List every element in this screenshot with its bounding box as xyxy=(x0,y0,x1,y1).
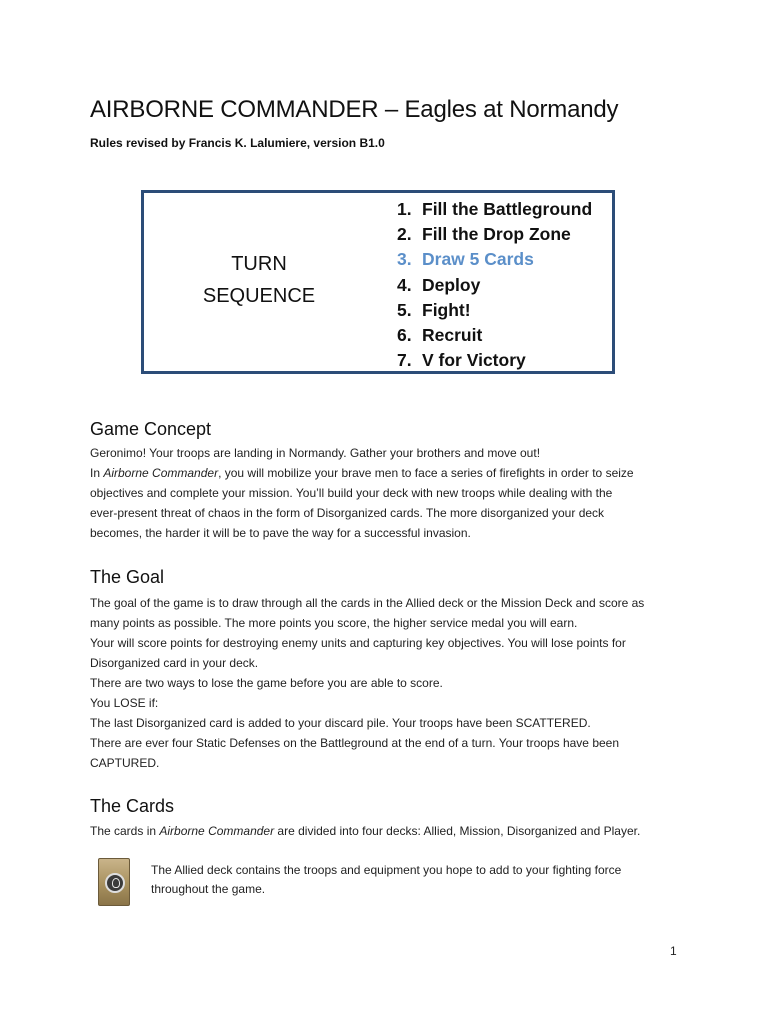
section-heading-game-concept: Game Concept xyxy=(90,419,212,439)
document-byline: Rules revised by Francis K. Lalumiere, version B1.0 xyxy=(90,136,385,150)
text-line: The last Disorganized card is added to your discard pile. Your troops have been SCATTERED. xyxy=(90,716,591,730)
text-line: Your will score points for destroying enemy units and capturing key objectives. You will lose points for xyxy=(90,636,626,650)
text-line: The goal of the game is to draw through all the cards in the Allied deck or the Mission Deck and score as xyxy=(90,596,645,610)
text-line: CAPTURED. xyxy=(90,756,160,770)
turn-sequence-box xyxy=(141,190,615,374)
text-line: throughout the game. xyxy=(151,882,266,896)
turn-label-line1: TURN xyxy=(231,253,287,275)
turn-sequence-label xyxy=(184,248,334,312)
game-name-emphasis: Airborne Commander xyxy=(159,824,275,838)
paratrooper-emblem-icon xyxy=(105,873,125,893)
turn-step: 5. Fight! xyxy=(397,299,471,320)
document-title: AIRBORNE COMMANDER – Eagles at Normandy xyxy=(90,96,619,123)
text-line: becomes, the harder it will be to pave the way for a successful invasion. xyxy=(90,526,471,540)
allied-deck-description xyxy=(151,861,621,899)
text-line: Geronimo! Your troops are landing in Normandy. Gather your brothers and move out! xyxy=(90,446,541,460)
game-concept-paragraph xyxy=(90,443,690,543)
turn-sequence-list xyxy=(397,197,592,373)
turn-step: 1. Fill the Battleground xyxy=(397,199,593,219)
text-line: objectives and complete your mission. You’ll build your deck with new troops while dealing with the xyxy=(90,486,613,500)
turn-step: 7. V for Victory xyxy=(397,350,526,371)
text-line: many points as possible. The more points you score, the higher service medal you will earn. xyxy=(90,616,578,630)
text-line: In Airborne Commander, you will mobilize your brave men to face a series of firefights in order to seize xyxy=(90,466,634,480)
text-line: You LOSE if: xyxy=(90,696,159,710)
page-number: 1 xyxy=(670,944,677,958)
turn-step: 6. Recruit xyxy=(397,325,483,346)
allied-card-icon xyxy=(98,858,130,906)
game-name-emphasis: Airborne Commander xyxy=(103,466,219,480)
the-goal-paragraph xyxy=(90,593,690,773)
turn-step: 2. Fill the Drop Zone xyxy=(397,224,571,245)
text-line: There are ever four Static Defenses on the Battleground at the end of a turn. Your troops have been xyxy=(90,736,620,750)
text-line: ever-present threat of chaos in the form of Disorganized cards. The more disorganized your deck xyxy=(90,506,605,520)
turn-label-line2: SEQUENCE xyxy=(202,285,316,307)
text-line: The Allied deck contains the troops and equipment you hope to add to your fighting force xyxy=(151,863,622,877)
text-line: There are two ways to lose the game before you are able to score. xyxy=(90,676,443,690)
turn-step-highlighted: 3. Draw 5 Cards xyxy=(397,249,534,270)
text-line: Disorganized card in your deck. xyxy=(90,656,259,670)
section-heading-the-cards: The Cards xyxy=(90,796,175,816)
section-heading-the-goal: The Goal xyxy=(90,567,165,587)
the-cards-paragraph xyxy=(90,821,690,841)
text-line: The cards in Airborne Commander are divided into four decks: Allied, Mission, Disorganized and Player. xyxy=(90,824,641,838)
turn-step: 4. Deploy xyxy=(397,274,481,295)
